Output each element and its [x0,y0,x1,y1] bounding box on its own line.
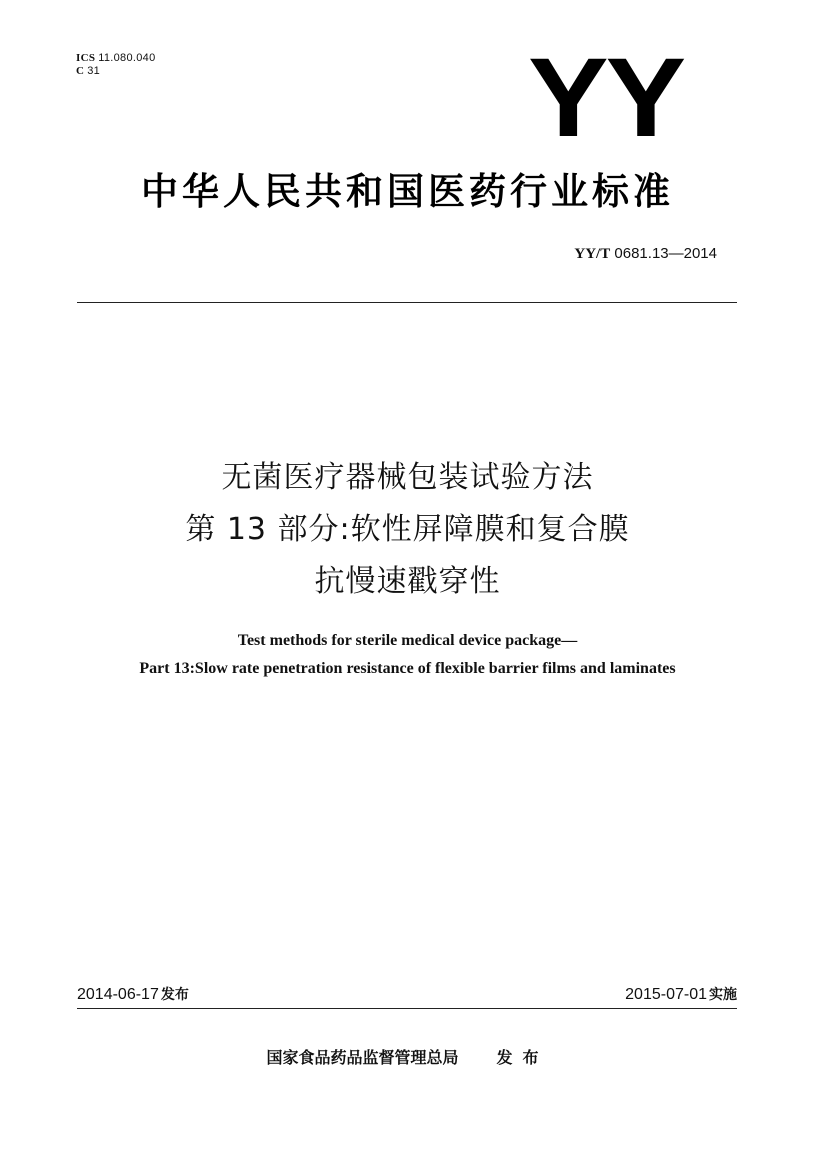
effective-date: 2015-07-01 [625,986,707,1003]
header-divider [77,302,737,303]
publish-date-block [77,984,189,1005]
ics-label: ICS [76,52,96,64]
organization-title: 中华人民共和国医药行业标准 [141,170,674,213]
chinese-title [0,452,815,608]
publish-date: 2014-06-17 [77,986,159,1003]
english-title-line-2: Part 13:Slow rate penetration resistance of flexible barrier films and laminates [139,660,676,677]
footer-divider [77,1008,737,1009]
chinese-title-line-3: 抗慢速戳穿性 [314,564,501,599]
standard-number-value: 0681.13—2014 [614,245,717,262]
standard-number [574,245,717,263]
publish-label: 发布 [160,987,189,1003]
ccs-line [76,65,156,78]
ics-line [76,52,156,65]
classification-block [76,52,156,78]
english-title [0,627,815,683]
issuer-action: 发布 [496,1048,549,1067]
standard-mark-logo: YY [528,35,683,160]
chinese-title-line-2: 第 13 部分:软性屏障膜和复合膜 [185,512,630,547]
issuer-block [0,1046,815,1070]
chinese-title-line-1: 无菌医疗器械包装试验方法 [221,460,594,495]
effective-date-block [625,984,737,1005]
ccs-code: 31 [87,65,101,77]
ccs-label: C [76,65,85,77]
effective-label: 实施 [709,987,737,1003]
standard-number-prefix: YY/T [574,246,611,262]
issuer-name: 国家食品药品监督管理总局 [266,1048,459,1067]
english-title-line-1: Test methods for sterile medical device package— [237,632,578,649]
ics-code: 11.080.040 [98,52,156,64]
